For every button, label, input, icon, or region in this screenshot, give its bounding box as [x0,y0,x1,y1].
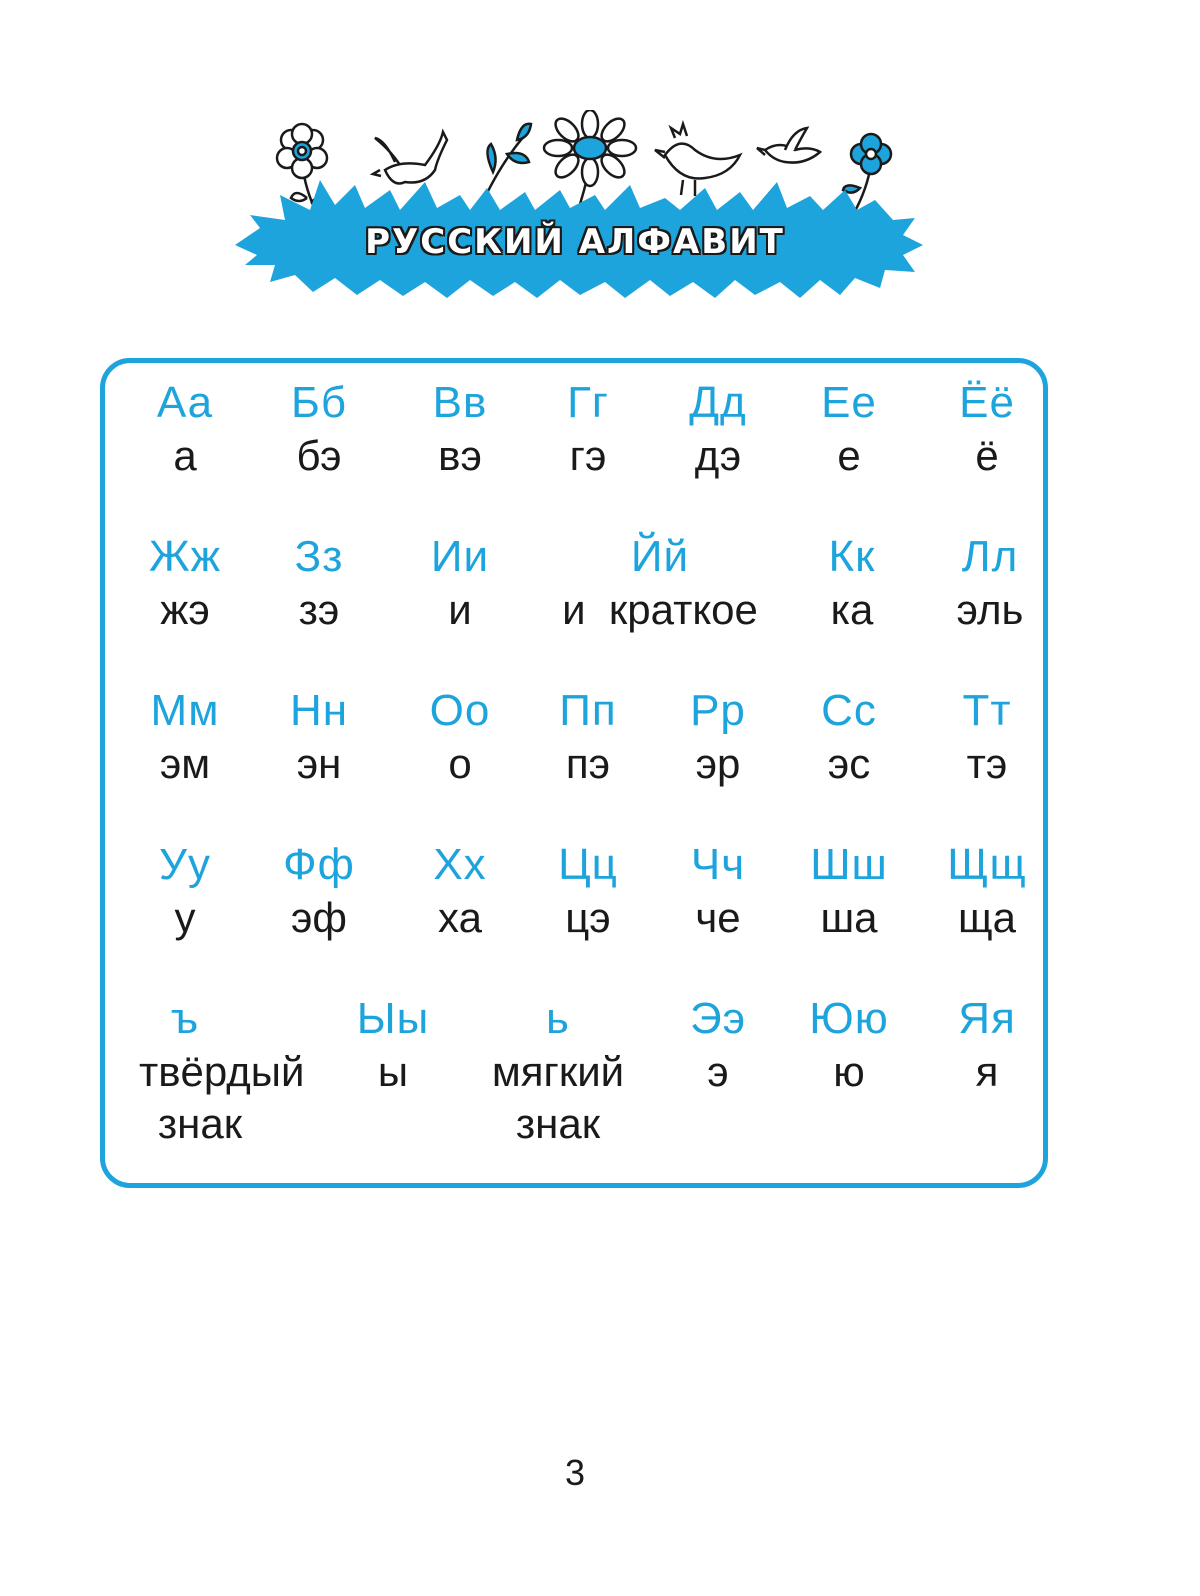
letter-glyph: Щщ [947,840,1027,889]
letter-glyph: Ёё [959,378,1015,427]
letter-glyph: Йй [630,532,690,581]
letter-name: гэ [569,432,607,479]
bird-center-icon [655,124,740,196]
letter-name: эс [827,740,871,787]
letter-name: ка [830,586,874,633]
letter-name: цэ [565,894,611,941]
letter-cell [877,838,1097,944]
letter-cell [880,530,1100,636]
header-grass-illustration [225,110,925,310]
letter-name: ы [377,1048,409,1095]
letter-name: жэ [160,586,210,633]
letter-glyph: Ээ [689,994,747,1043]
letter-glyph: Кк [828,532,876,581]
bird-left-icon [373,132,447,184]
letter-name: тэ [966,740,1008,787]
letter-name: ша [820,894,878,941]
letter-glyph: Дд [689,378,747,427]
letter-name: эн [296,740,342,787]
letter-name: че [695,894,741,941]
page-title: РУССКИЙ АЛФАВИТ [365,222,785,262]
letter-glyph: Зз [294,532,344,581]
letter-glyph: Лл [961,532,1019,581]
letter-cell [350,530,570,636]
letter-glyph: Чч [690,840,746,889]
letter-glyph: Вв [432,378,488,427]
letter-name: я [975,1048,999,1095]
letter-name: эр [695,740,741,787]
letter-glyph: Бб [290,378,348,427]
letter-glyph: ъ [170,994,200,1043]
letter-name: а [173,432,197,479]
letter-cell [75,992,305,1150]
letter-name: вэ [438,432,482,479]
letter-glyph: Оо [429,686,491,735]
letter-name: ю [833,1048,865,1095]
letter-name-line2: знак [515,1100,601,1147]
letter-glyph: Уу [159,840,211,889]
letter-glyph: Аа [156,378,214,427]
letter-glyph: Рр [690,686,746,735]
letter-glyph: Юю [809,994,889,1043]
letter-name: бэ [296,432,342,479]
letter-glyph: Ыы [356,994,430,1043]
letter-glyph: Шш [810,840,888,889]
letter-glyph: Гг [567,378,609,427]
letter-glyph: Тт [962,686,1012,735]
letter-glyph: Пп [559,686,617,735]
letter-name: эф [291,894,347,941]
letter-glyph: Нн [289,686,349,735]
letter-cell [550,530,770,636]
letter-glyph: Жж [148,532,222,581]
letter-name: пэ [565,740,611,787]
letter-name: ха [438,894,482,941]
letter-name: мягкий [491,1048,625,1095]
letter-name: зэ [298,586,340,633]
page-number: 3 [564,1452,586,1493]
letter-name: у [174,894,196,941]
letter-glyph: Мм [150,686,220,735]
letter-name: эль [956,586,1024,633]
letter-name: ё [975,432,999,479]
letter-cell [877,376,1097,482]
letter-name: е [837,432,861,479]
letter-name: и [448,586,472,633]
letter-name: и краткое [562,586,758,633]
letter-name: эм [159,740,211,787]
letter-name: ща [958,894,1016,941]
letter-glyph: Ее [821,378,877,427]
letter-name: э [707,1048,729,1095]
letter-name: твёрдый [139,1048,305,1095]
letter-name: о [448,740,472,787]
letter-glyph: Ии [430,532,490,581]
letter-glyph: Сс [821,686,877,735]
letter-glyph: Хх [433,840,487,889]
letter-name: дэ [694,432,742,479]
letter-glyph: Фф [283,840,355,889]
letter-glyph: Яя [958,994,1016,1043]
letter-glyph: Цц [558,840,618,889]
bird-right-icon [757,128,820,163]
letter-cell [877,992,1097,1098]
letter-name-line2: знак [157,1100,243,1147]
letter-cell [877,684,1097,790]
letter-glyph: ь [546,994,570,1043]
